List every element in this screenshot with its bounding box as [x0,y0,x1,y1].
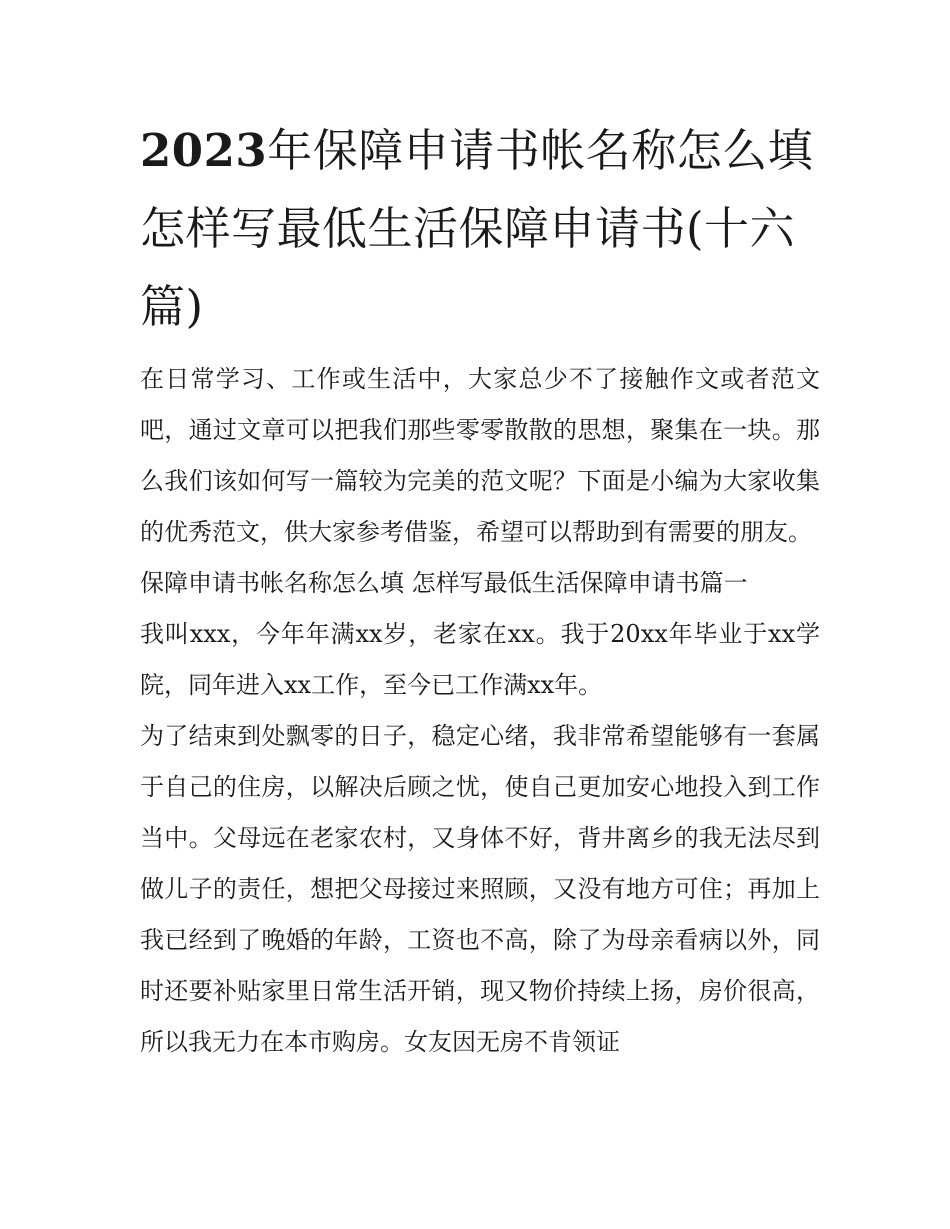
document-title [140,112,820,346]
section-heading: 保障申请书帐名称怎么填 怎样写最低生活保障申请书篇一 [140,569,748,597]
body-paragraph-2: 为了结束到处飘零的日子，稳定心绪，我非常希望能够有一套属于自己的住房，以解决后顾之忧，使自己更加安心地投入到工作当中。父母远在老家农村，又身体不好，背井离乡的我无法尽到做儿子的责任，想把父母接过来照顾，又没有地方可住；再加上我已经到了晚婚的年龄，工资也不高，除了为母亲看病以外，同时还要补贴家里日常生活开销，现又物价持续上扬，房价很高，所以我无力在本市购房。女友因无房不肯领证 [140,722,820,1056]
title-year: 2023 [140,124,268,177]
title-text: 年保障申请书帐名称怎么填 怎样写最低生活保障申请书(十六篇) [140,124,814,333]
intro-paragraph: 在日常学习、工作或生活中，大家总少不了接触作文或者范文吧，通过文章可以把我们那些零零散散的思想，聚集在一块。那么我们该如何写一篇较为完美的范文呢？下面是小编为大家收集的优秀范文，供大家参考借鉴，希望可以帮助到有需要的朋友。 [140,365,820,546]
document-page [140,112,820,1068]
body-paragraph-1: 我叫xxx，今年年满xx岁，老家在xx。我于20xx年毕业于xx学院，同年进入xx工作，至今已工作满xx年。 [140,620,820,699]
